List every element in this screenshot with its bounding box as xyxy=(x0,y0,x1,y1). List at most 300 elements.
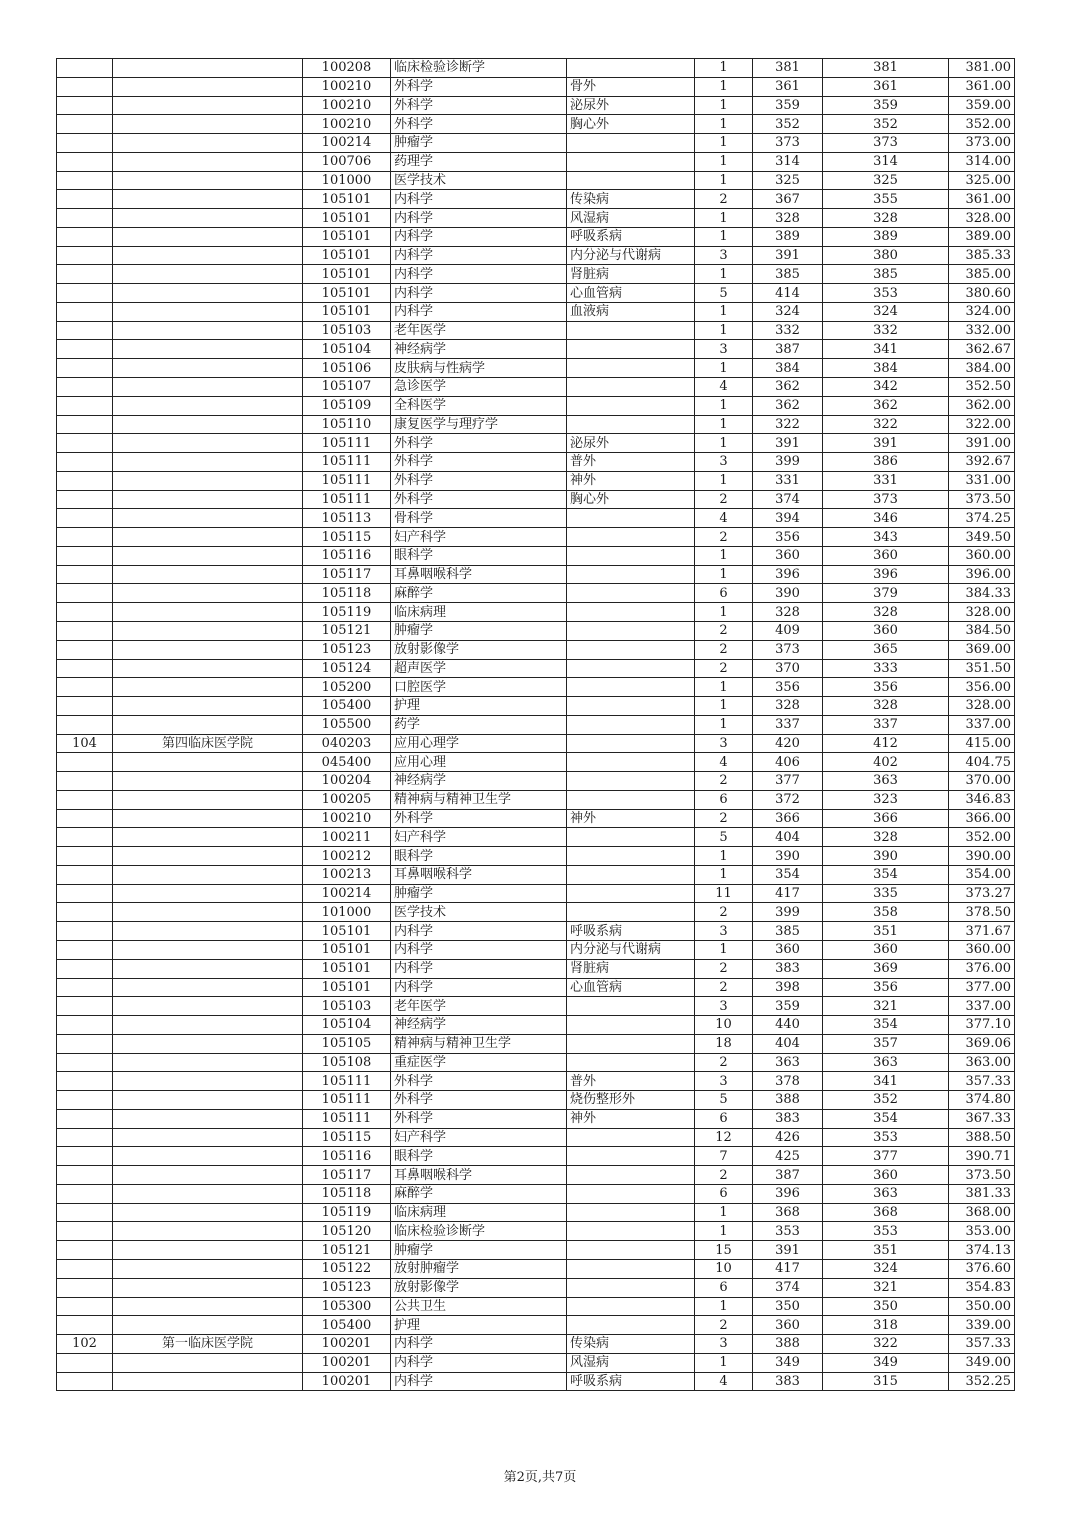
table-row xyxy=(57,1053,1015,1072)
major-code-cell: 105123 xyxy=(303,1278,391,1297)
major-name-cell: 神经病学 xyxy=(391,340,567,359)
direction-cell xyxy=(567,603,695,622)
table-row xyxy=(57,940,1015,959)
major-name-cell: 药理学 xyxy=(391,152,567,171)
major-code-cell: 105101 xyxy=(303,922,391,941)
major-name-cell: 骨科学 xyxy=(391,509,567,528)
max-score-cell: 331 xyxy=(753,471,823,490)
major-name-cell: 公共卫生 xyxy=(391,1297,567,1316)
major-name-cell: 老年医学 xyxy=(391,321,567,340)
admitted-count-cell: 1 xyxy=(695,396,753,415)
major-code-cell: 100213 xyxy=(303,865,391,884)
min-score-cell: 412 xyxy=(823,734,949,753)
min-score-cell: 389 xyxy=(823,227,949,246)
min-score-cell: 363 xyxy=(823,1184,949,1203)
major-name-cell: 肿瘤学 xyxy=(391,134,567,153)
table-row xyxy=(57,96,1015,115)
admitted-count-cell: 1 xyxy=(695,678,753,697)
max-score-cell: 414 xyxy=(753,284,823,303)
college-name-cell: 第一临床医学院 xyxy=(113,1335,303,1354)
table-row xyxy=(57,1260,1015,1279)
college-code-cell xyxy=(57,434,113,453)
admitted-count-cell: 4 xyxy=(695,378,753,397)
major-code-cell: 100210 xyxy=(303,96,391,115)
major-code-cell: 105101 xyxy=(303,227,391,246)
admitted-count-cell: 2 xyxy=(695,659,753,678)
college-code-cell xyxy=(57,640,113,659)
college-code-cell xyxy=(57,546,113,565)
table-row xyxy=(57,659,1015,678)
major-code-cell: 105101 xyxy=(303,959,391,978)
direction-cell xyxy=(567,528,695,547)
table-row xyxy=(57,621,1015,640)
major-code-cell: 105107 xyxy=(303,378,391,397)
direction-cell: 心血管病 xyxy=(567,284,695,303)
table-row xyxy=(57,509,1015,528)
major-code-cell: 105115 xyxy=(303,1128,391,1147)
college-code-cell xyxy=(57,509,113,528)
admitted-count-cell: 1 xyxy=(695,227,753,246)
college-name-cell xyxy=(113,1297,303,1316)
college-name-cell xyxy=(113,922,303,941)
min-score-cell: 354 xyxy=(823,1016,949,1035)
direction-cell: 传染病 xyxy=(567,1335,695,1354)
admitted-count-cell: 1 xyxy=(695,96,753,115)
avg-score-cell: 377.00 xyxy=(949,978,1015,997)
max-score-cell: 440 xyxy=(753,1016,823,1035)
min-score-cell: 328 xyxy=(823,828,949,847)
college-code-cell xyxy=(57,1053,113,1072)
admitted-count-cell: 2 xyxy=(695,528,753,547)
avg-score-cell: 381.33 xyxy=(949,1184,1015,1203)
college-code-cell xyxy=(57,77,113,96)
max-score-cell: 332 xyxy=(753,321,823,340)
major-code-cell: 105106 xyxy=(303,359,391,378)
college-name-cell: 第四临床医学院 xyxy=(113,734,303,753)
direction-cell xyxy=(567,1053,695,1072)
direction-cell xyxy=(567,359,695,378)
avg-score-cell: 325.00 xyxy=(949,171,1015,190)
table-row xyxy=(57,115,1015,134)
direction-cell xyxy=(567,378,695,397)
admitted-count-cell: 1 xyxy=(695,603,753,622)
college-name-cell xyxy=(113,715,303,734)
min-score-cell: 321 xyxy=(823,997,949,1016)
avg-score-cell: 390.71 xyxy=(949,1147,1015,1166)
admitted-count-cell: 1 xyxy=(695,77,753,96)
major-name-cell: 临床病理 xyxy=(391,603,567,622)
min-score-cell: 314 xyxy=(823,152,949,171)
admitted-count-cell: 2 xyxy=(695,903,753,922)
min-score-cell: 369 xyxy=(823,959,949,978)
table-row xyxy=(57,77,1015,96)
max-score-cell: 396 xyxy=(753,565,823,584)
table-row xyxy=(57,490,1015,509)
major-name-cell: 重症医学 xyxy=(391,1053,567,1072)
min-score-cell: 363 xyxy=(823,1053,949,1072)
max-score-cell: 377 xyxy=(753,772,823,791)
admitted-count-cell: 4 xyxy=(695,753,753,772)
avg-score-cell: 360.00 xyxy=(949,940,1015,959)
college-code-cell xyxy=(57,171,113,190)
college-code-cell xyxy=(57,621,113,640)
table-row xyxy=(57,678,1015,697)
max-score-cell: 328 xyxy=(753,603,823,622)
table-row xyxy=(57,284,1015,303)
direction-cell xyxy=(567,171,695,190)
min-score-cell: 352 xyxy=(823,115,949,134)
max-score-cell: 409 xyxy=(753,621,823,640)
direction-cell xyxy=(567,1034,695,1053)
table-row xyxy=(57,190,1015,209)
max-score-cell: 354 xyxy=(753,865,823,884)
major-name-cell: 临床病理 xyxy=(391,1203,567,1222)
table-row xyxy=(57,828,1015,847)
direction-cell xyxy=(567,697,695,716)
admitted-count-cell: 2 xyxy=(695,190,753,209)
major-code-cell: 105500 xyxy=(303,715,391,734)
major-code-cell: 100201 xyxy=(303,1335,391,1354)
college-code-cell xyxy=(57,978,113,997)
max-score-cell: 381 xyxy=(753,59,823,78)
major-code-cell: 105117 xyxy=(303,1166,391,1185)
avg-score-cell: 361.00 xyxy=(949,77,1015,96)
max-score-cell: 374 xyxy=(753,1278,823,1297)
table-row xyxy=(57,434,1015,453)
admitted-count-cell: 3 xyxy=(695,922,753,941)
major-name-cell: 急诊医学 xyxy=(391,378,567,397)
admitted-count-cell: 1 xyxy=(695,302,753,321)
max-score-cell: 391 xyxy=(753,246,823,265)
min-score-cell: 341 xyxy=(823,1072,949,1091)
avg-score-cell: 373.00 xyxy=(949,134,1015,153)
admitted-count-cell: 1 xyxy=(695,152,753,171)
major-code-cell: 100210 xyxy=(303,809,391,828)
college-code-cell xyxy=(57,865,113,884)
admitted-count-cell: 1 xyxy=(695,265,753,284)
max-score-cell: 368 xyxy=(753,1203,823,1222)
direction-cell xyxy=(567,828,695,847)
major-code-cell: 105113 xyxy=(303,509,391,528)
admitted-count-cell: 1 xyxy=(695,1297,753,1316)
avg-score-cell: 352.50 xyxy=(949,378,1015,397)
admitted-count-cell: 6 xyxy=(695,790,753,809)
college-name-cell xyxy=(113,903,303,922)
college-code-cell xyxy=(57,1260,113,1279)
avg-score-cell: 352.25 xyxy=(949,1372,1015,1391)
direction-cell: 心血管病 xyxy=(567,978,695,997)
avg-score-cell: 354.00 xyxy=(949,865,1015,884)
college-name-cell xyxy=(113,396,303,415)
table-row xyxy=(57,1072,1015,1091)
min-score-cell: 351 xyxy=(823,922,949,941)
avg-score-cell: 377.10 xyxy=(949,1016,1015,1035)
table-row xyxy=(57,546,1015,565)
max-score-cell: 360 xyxy=(753,940,823,959)
major-code-cell: 040203 xyxy=(303,734,391,753)
college-name-cell xyxy=(113,152,303,171)
avg-score-cell: 367.33 xyxy=(949,1109,1015,1128)
major-code-cell: 105111 xyxy=(303,1072,391,1091)
major-code-cell: 100706 xyxy=(303,152,391,171)
admitted-count-cell: 1 xyxy=(695,1353,753,1372)
direction-cell xyxy=(567,340,695,359)
college-name-cell xyxy=(113,809,303,828)
max-score-cell: 406 xyxy=(753,753,823,772)
table-row xyxy=(57,1335,1015,1354)
college-name-cell xyxy=(113,1128,303,1147)
admitted-count-cell: 18 xyxy=(695,1034,753,1053)
college-name-cell xyxy=(113,1016,303,1035)
college-name-cell xyxy=(113,753,303,772)
college-name-cell xyxy=(113,1034,303,1053)
major-name-cell: 外科学 xyxy=(391,434,567,453)
direction-cell: 骨外 xyxy=(567,77,695,96)
admitted-count-cell: 1 xyxy=(695,209,753,228)
major-code-cell: 101000 xyxy=(303,903,391,922)
major-code-cell: 105101 xyxy=(303,940,391,959)
max-score-cell: 383 xyxy=(753,1372,823,1391)
max-score-cell: 390 xyxy=(753,584,823,603)
admitted-count-cell: 11 xyxy=(695,884,753,903)
table-row xyxy=(57,152,1015,171)
college-code-cell xyxy=(57,134,113,153)
direction-cell: 呼吸系病 xyxy=(567,1372,695,1391)
table-row xyxy=(57,1241,1015,1260)
admitted-count-cell: 6 xyxy=(695,584,753,603)
major-name-cell: 医学技术 xyxy=(391,903,567,922)
max-score-cell: 404 xyxy=(753,1034,823,1053)
major-name-cell: 内科学 xyxy=(391,959,567,978)
college-name-cell xyxy=(113,865,303,884)
admitted-count-cell: 1 xyxy=(695,434,753,453)
min-score-cell: 343 xyxy=(823,528,949,547)
admitted-count-cell: 10 xyxy=(695,1260,753,1279)
table-row xyxy=(57,1184,1015,1203)
college-code-cell xyxy=(57,940,113,959)
avg-score-cell: 346.83 xyxy=(949,790,1015,809)
table-row xyxy=(57,1147,1015,1166)
max-score-cell: 372 xyxy=(753,790,823,809)
college-name-cell xyxy=(113,1241,303,1260)
min-score-cell: 324 xyxy=(823,1260,949,1279)
admitted-count-cell: 3 xyxy=(695,340,753,359)
avg-score-cell: 376.60 xyxy=(949,1260,1015,1279)
direction-cell xyxy=(567,865,695,884)
major-name-cell: 精神病与精神卫生学 xyxy=(391,1034,567,1053)
max-score-cell: 383 xyxy=(753,959,823,978)
major-code-cell: 105115 xyxy=(303,528,391,547)
college-name-cell xyxy=(113,190,303,209)
major-name-cell: 内科学 xyxy=(391,284,567,303)
major-code-cell: 105111 xyxy=(303,1091,391,1110)
table-row xyxy=(57,753,1015,772)
max-score-cell: 420 xyxy=(753,734,823,753)
college-code-cell xyxy=(57,1184,113,1203)
admitted-count-cell: 1 xyxy=(695,415,753,434)
direction-cell xyxy=(567,134,695,153)
college-name-cell xyxy=(113,603,303,622)
college-code-cell xyxy=(57,697,113,716)
major-code-cell: 105123 xyxy=(303,640,391,659)
max-score-cell: 425 xyxy=(753,1147,823,1166)
major-name-cell: 神经病学 xyxy=(391,772,567,791)
major-code-cell: 100210 xyxy=(303,77,391,96)
max-score-cell: 356 xyxy=(753,528,823,547)
max-score-cell: 388 xyxy=(753,1091,823,1110)
major-name-cell: 内科学 xyxy=(391,978,567,997)
table-row xyxy=(57,847,1015,866)
college-name-cell xyxy=(113,790,303,809)
avg-score-cell: 350.00 xyxy=(949,1297,1015,1316)
admission-score-table xyxy=(56,58,1015,1391)
min-score-cell: 324 xyxy=(823,302,949,321)
table-row xyxy=(57,378,1015,397)
avg-score-cell: 351.50 xyxy=(949,659,1015,678)
direction-cell xyxy=(567,734,695,753)
college-code-cell xyxy=(57,115,113,134)
avg-score-cell: 352.00 xyxy=(949,115,1015,134)
college-code-cell xyxy=(57,453,113,472)
major-name-cell: 应用心理 xyxy=(391,753,567,772)
avg-score-cell: 373.50 xyxy=(949,1166,1015,1185)
min-score-cell: 328 xyxy=(823,209,949,228)
college-name-cell xyxy=(113,997,303,1016)
direction-cell xyxy=(567,584,695,603)
college-name-cell xyxy=(113,321,303,340)
direction-cell xyxy=(567,546,695,565)
major-name-cell: 麻醉学 xyxy=(391,1184,567,1203)
min-score-cell: 328 xyxy=(823,603,949,622)
major-name-cell: 全科医学 xyxy=(391,396,567,415)
college-name-cell xyxy=(113,528,303,547)
avg-score-cell: 359.00 xyxy=(949,96,1015,115)
table-row xyxy=(57,978,1015,997)
table-row xyxy=(57,640,1015,659)
college-name-cell xyxy=(113,340,303,359)
college-code-cell xyxy=(57,847,113,866)
major-code-cell: 101000 xyxy=(303,171,391,190)
major-code-cell: 105111 xyxy=(303,490,391,509)
college-code-cell xyxy=(57,528,113,547)
direction-cell xyxy=(567,1260,695,1279)
college-name-cell xyxy=(113,772,303,791)
min-score-cell: 331 xyxy=(823,471,949,490)
college-code-cell xyxy=(57,302,113,321)
table-row xyxy=(57,697,1015,716)
direction-cell: 呼吸系病 xyxy=(567,227,695,246)
admitted-count-cell: 2 xyxy=(695,640,753,659)
avg-score-cell: 363.00 xyxy=(949,1053,1015,1072)
max-score-cell: 417 xyxy=(753,1260,823,1279)
college-code-cell xyxy=(57,678,113,697)
college-name-cell xyxy=(113,697,303,716)
direction-cell: 泌尿外 xyxy=(567,434,695,453)
major-code-cell: 105111 xyxy=(303,453,391,472)
table-row xyxy=(57,227,1015,246)
college-code-cell xyxy=(57,59,113,78)
direction-cell xyxy=(567,997,695,1016)
avg-score-cell: 332.00 xyxy=(949,321,1015,340)
major-code-cell: 105118 xyxy=(303,584,391,603)
avg-score-cell: 362.67 xyxy=(949,340,1015,359)
admitted-count-cell: 1 xyxy=(695,471,753,490)
max-score-cell: 373 xyxy=(753,134,823,153)
college-code-cell xyxy=(57,152,113,171)
college-code-cell xyxy=(57,1278,113,1297)
college-code-cell xyxy=(57,359,113,378)
college-name-cell xyxy=(113,1147,303,1166)
major-code-cell: 045400 xyxy=(303,753,391,772)
direction-cell: 神外 xyxy=(567,809,695,828)
max-score-cell: 324 xyxy=(753,302,823,321)
admitted-count-cell: 15 xyxy=(695,1241,753,1260)
direction-cell: 肾脏病 xyxy=(567,959,695,978)
direction-cell: 胸心外 xyxy=(567,115,695,134)
max-score-cell: 399 xyxy=(753,453,823,472)
max-score-cell: 337 xyxy=(753,715,823,734)
avg-score-cell: 378.50 xyxy=(949,903,1015,922)
college-name-cell xyxy=(113,77,303,96)
max-score-cell: 378 xyxy=(753,1072,823,1091)
table-row xyxy=(57,790,1015,809)
admitted-count-cell: 1 xyxy=(695,865,753,884)
min-score-cell: 357 xyxy=(823,1034,949,1053)
table-row xyxy=(57,340,1015,359)
avg-score-cell: 322.00 xyxy=(949,415,1015,434)
major-name-cell: 眼科学 xyxy=(391,546,567,565)
max-score-cell: 391 xyxy=(753,434,823,453)
table-row xyxy=(57,1316,1015,1335)
major-code-cell: 105120 xyxy=(303,1222,391,1241)
direction-cell xyxy=(567,715,695,734)
college-name-cell xyxy=(113,284,303,303)
major-name-cell: 肿瘤学 xyxy=(391,884,567,903)
admitted-count-cell: 1 xyxy=(695,171,753,190)
college-name-cell xyxy=(113,246,303,265)
direction-cell xyxy=(567,415,695,434)
max-score-cell: 325 xyxy=(753,171,823,190)
max-score-cell: 390 xyxy=(753,847,823,866)
avg-score-cell: 376.00 xyxy=(949,959,1015,978)
major-code-cell: 105116 xyxy=(303,546,391,565)
major-name-cell: 护理 xyxy=(391,697,567,716)
min-score-cell: 360 xyxy=(823,621,949,640)
max-score-cell: 359 xyxy=(753,997,823,1016)
major-code-cell: 105103 xyxy=(303,321,391,340)
max-score-cell: 399 xyxy=(753,903,823,922)
admitted-count-cell: 5 xyxy=(695,828,753,847)
max-score-cell: 398 xyxy=(753,978,823,997)
admitted-count-cell: 1 xyxy=(695,940,753,959)
direction-cell: 普外 xyxy=(567,1072,695,1091)
admitted-count-cell: 1 xyxy=(695,697,753,716)
max-score-cell: 353 xyxy=(753,1222,823,1241)
avg-score-cell: 353.00 xyxy=(949,1222,1015,1241)
min-score-cell: 333 xyxy=(823,659,949,678)
college-code-cell xyxy=(57,809,113,828)
direction-cell xyxy=(567,847,695,866)
max-score-cell: 426 xyxy=(753,1128,823,1147)
college-name-cell xyxy=(113,1222,303,1241)
max-score-cell: 349 xyxy=(753,1353,823,1372)
min-score-cell: 386 xyxy=(823,453,949,472)
min-score-cell: 360 xyxy=(823,940,949,959)
college-code-cell xyxy=(57,922,113,941)
min-score-cell: 362 xyxy=(823,396,949,415)
avg-score-cell: 357.33 xyxy=(949,1335,1015,1354)
college-name-cell xyxy=(113,621,303,640)
